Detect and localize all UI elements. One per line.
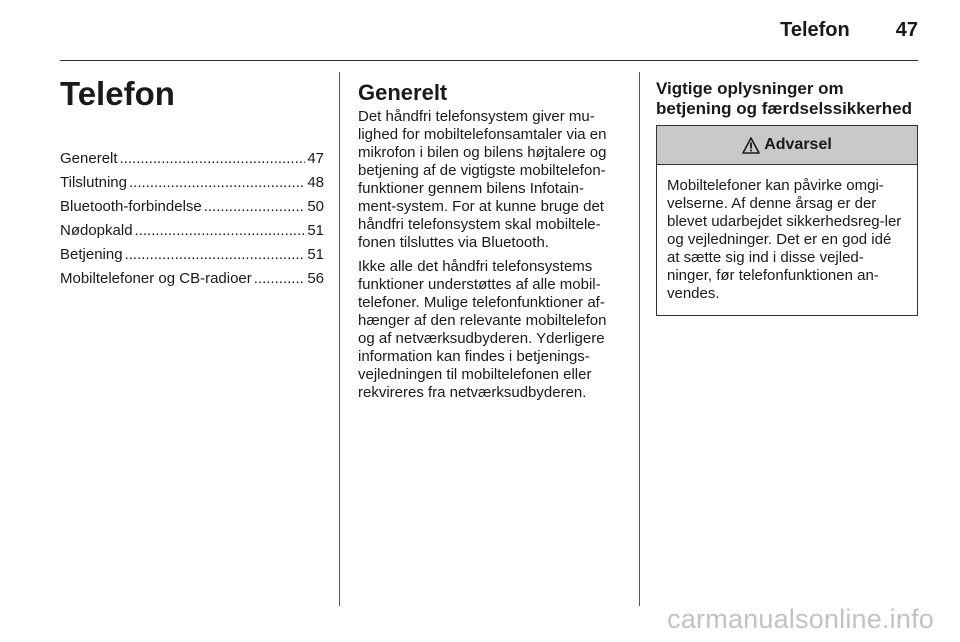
body-paragraph: Det håndfri telefonsystem giver mu-lighed for mobiltelefonsamtaler via en mikrofon i bilen og bilens højtalere og betjening af de vigtigste mobiltelefon-funktioner gennem bilens Infotain-ment-system. For at kunne bruge det håndfri telefonsystem skal mobiltele-fonen tilsluttes via Bluetooth.: [358, 108, 607, 251]
toc-entry-label: Generelt: [60, 150, 118, 167]
toc-leader-dots: [204, 195, 306, 219]
toc-entry[interactable]: [60, 243, 324, 267]
toc-entry-label: Betjening: [60, 246, 123, 263]
safety-heading: Vigtige oplysninger om betjening og færdselssikkerhed: [656, 79, 913, 118]
toc-entry-page: 51: [307, 246, 324, 263]
toc-entry-label: Nødopkald: [60, 222, 133, 239]
running-header: [780, 18, 918, 42]
page-number: 47: [895, 19, 918, 41]
body-paragraph: Ikke alle det håndfri telefonsystems funktioner understøttes af alle mobil-telefoner. Mulige telefonfunktioner af-hænger af den relevante mobiltelefon og af netværksudbyderen. Yderligere information kan findes i betjenings-vejledningen til mobiltelefonen eller rekvireres fra netværksudbyderen.: [358, 258, 607, 401]
column-toc: [60, 74, 324, 291]
toc-entry-page: 48: [307, 174, 324, 191]
warning-header: [657, 126, 917, 165]
toc-entry[interactable]: [60, 171, 324, 195]
running-header-title: Telefon: [780, 19, 850, 41]
warning-title: Advarsel: [764, 136, 832, 153]
warning-box: [656, 125, 918, 316]
toc-entry-page: 47: [307, 150, 324, 167]
toc-entry[interactable]: [60, 147, 324, 171]
column-safety: [656, 74, 918, 316]
toc-leader-dots: [254, 267, 306, 291]
toc-entry-label: Bluetooth-forbindelse: [60, 198, 202, 215]
warning-triangle-icon: [742, 137, 760, 154]
toc-entry[interactable]: [60, 195, 324, 219]
toc-entry-label: Mobiltelefoner og CB-radioer: [60, 270, 252, 287]
chapter-title: Telefon: [60, 75, 175, 112]
toc-entry[interactable]: [60, 267, 324, 291]
toc-leader-dots: [120, 147, 306, 171]
toc-leader-dots: [129, 171, 305, 195]
column-general: [358, 74, 622, 408]
watermark: carmanualsonline.info: [667, 604, 934, 634]
header-rule: [60, 60, 918, 61]
toc-leader-dots: [125, 243, 306, 267]
column-divider-left: [339, 72, 340, 606]
toc-leader-dots: [135, 219, 306, 243]
toc-entry-label: Tilslutning: [60, 174, 127, 191]
column-divider-right: [639, 72, 640, 606]
toc-entry[interactable]: [60, 219, 324, 243]
table-of-contents: [60, 147, 324, 291]
toc-entry-page: 50: [307, 198, 324, 215]
warning-text: Mobiltelefoner kan påvirke omgi-velserne. Af denne årsag er der blevet udarbejdet sikkerhedsreg-ler og vejledninger. Det er en god idé at sætte sig ind i disse vejled-ninger, før telefonfunktionen an-vendes.: [667, 177, 902, 302]
section-heading: Generelt: [358, 80, 448, 105]
toc-entry-page: 56: [307, 270, 324, 287]
toc-entry-page: 51: [307, 222, 324, 239]
